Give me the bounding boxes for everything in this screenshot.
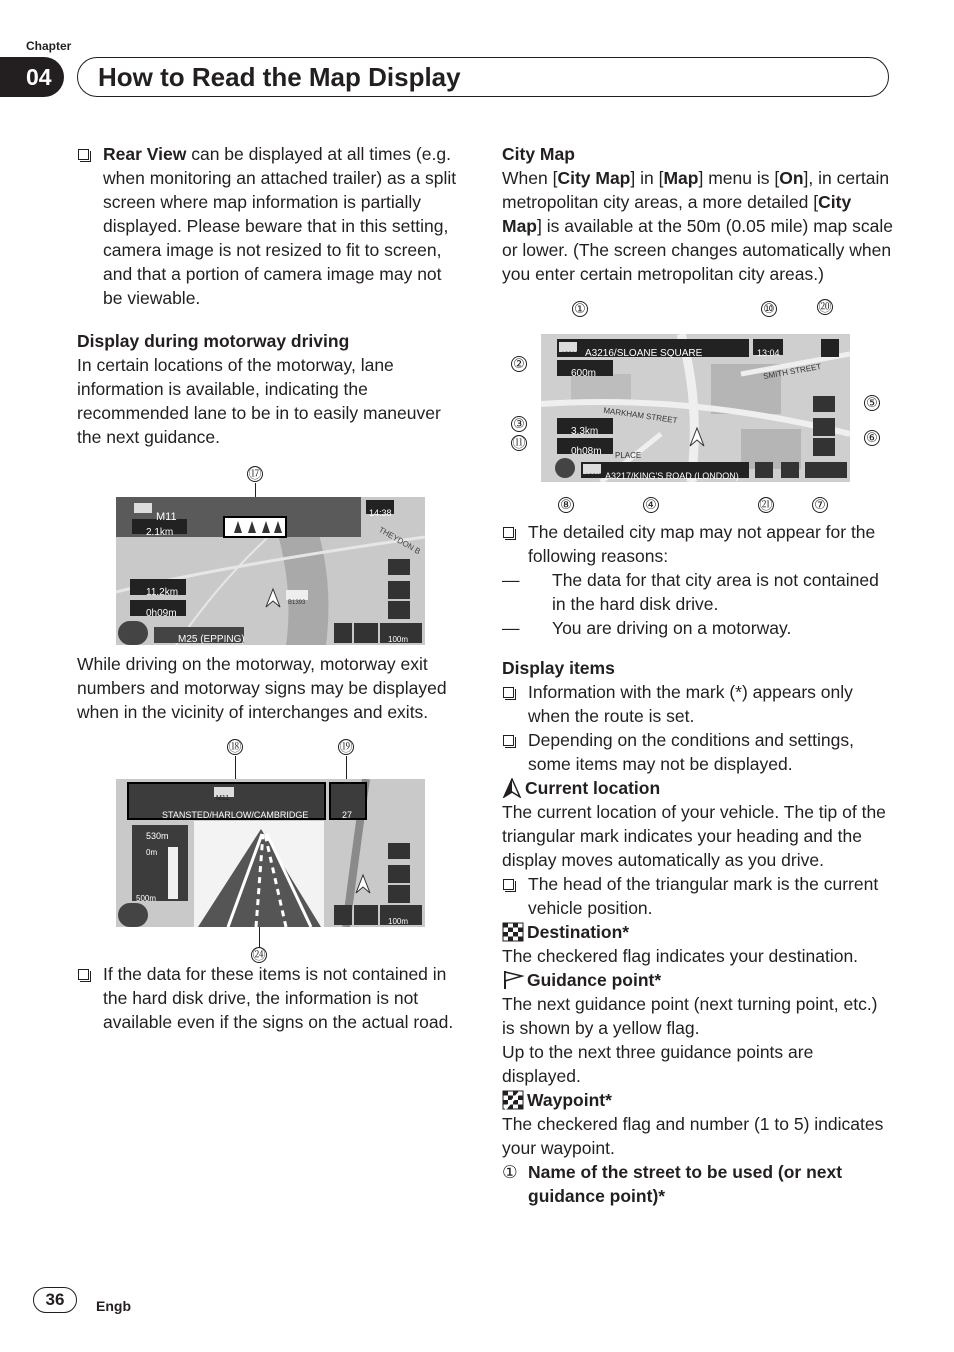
sign-bar-top: 0m — [146, 848, 158, 857]
display-items-note-1: Information with the mark (*) appears only when the route is set. — [502, 680, 894, 728]
city-map-screen — [541, 334, 850, 482]
waypoint-text: The checkered flag and number (1 to 5) indicates your waypoint. — [502, 1114, 884, 1158]
callout-19: ⑲ — [339, 739, 353, 754]
callout-6: ⑥ — [864, 430, 880, 446]
guidance-text-2: Up to the next three guidance points are displayed. — [502, 1042, 814, 1086]
city-street-top: A3216/SLOANE SQUARE — [585, 348, 703, 359]
checkbox-bullet-icon — [503, 735, 514, 746]
motorway-road-label: M11 — [156, 511, 177, 523]
callout-20: ⑳ — [818, 299, 832, 314]
callout-2: ② — [511, 356, 527, 372]
motorway-map-screen — [116, 497, 425, 645]
page-number: 36 — [33, 1287, 77, 1313]
motorway-heading: Display during motorway driving — [77, 331, 350, 351]
figure-motorway-sign — [77, 724, 463, 972]
city-map-heading: City Map — [502, 144, 575, 164]
motorway-eta: 0h09m — [146, 608, 177, 619]
motorway-time: 14:38 — [369, 508, 392, 518]
signs-note-text: If the data for these items is not contained in the hard disk drive, the information is not available even if the signs on the actual road. — [103, 964, 454, 1032]
figure-city-map — [502, 286, 894, 538]
figure-motorway-lane — [77, 449, 463, 659]
language-code: Engb — [96, 1298, 131, 1314]
callout-24: ㉔ — [252, 947, 266, 962]
callout-8: ⑧ — [558, 497, 574, 513]
motorway-street: M25 (EPPING) — [178, 634, 245, 645]
city-road-tag-bottom: A3217 — [585, 474, 603, 480]
motorway-total-dist: 11.2km — [146, 587, 179, 598]
city-total-dist: 3.3km — [571, 426, 599, 437]
destination-text: The checkered flag indicates your destination. — [502, 946, 859, 966]
checkbox-bullet-icon — [78, 149, 89, 160]
interchange-text: While driving on the motorway, motorway exit numbers and motorway signs may be displayed when in the vicinity of interchanges and exits. — [77, 654, 447, 722]
rear-view-text: can be displayed at all times (e.g. when monitoring an attached trailer) as a split screen where map information is partially displayed. Please beware that in this setting, camera image is not resized to fit to screen, and that a portion of camera image may not be viewable. — [103, 144, 457, 308]
motorway-label-b: B1393 — [288, 600, 306, 606]
motorway-dist: 2.1km — [146, 527, 174, 538]
page-title: How to Read the Map Display — [77, 57, 889, 97]
waypoint-flag-icon — [502, 1090, 524, 1110]
item-1 — [502, 1160, 894, 1208]
callout-17: ⑰ — [248, 466, 262, 481]
callout-11: ⑪ — [512, 435, 526, 450]
motorway-sign-screen — [116, 779, 425, 927]
callout-21: ㉑ — [759, 497, 773, 512]
right-column — [502, 142, 894, 1208]
city-dist: 600m — [571, 368, 597, 379]
item-1-text: Name of the street to be used (or next guidance point)* — [528, 1162, 843, 1206]
guidance-flag-icon — [502, 970, 524, 990]
vehicle-arrow-icon — [502, 778, 522, 798]
left-column — [77, 142, 463, 1034]
callout-7: ⑦ — [812, 497, 828, 513]
checkered-flag-icon — [502, 922, 524, 942]
rear-view-label: Rear View — [103, 144, 187, 164]
city-label-b: MARKHAM STREET — [602, 405, 679, 426]
callout-5: ⑤ — [864, 395, 880, 411]
motorway-scale: 100m — [388, 635, 409, 644]
guidance-point-heading: Guidance point* — [502, 968, 894, 992]
city-label-c: PLACE — [615, 451, 642, 460]
display-items-note-2: Depending on the conditions and settings, some items may not be displayed. — [502, 728, 894, 776]
sign-exit-number: 27 — [342, 810, 353, 820]
sign-scale: 100m — [388, 917, 409, 926]
destination-heading: Destination* — [502, 920, 894, 944]
current-location-heading: Current location — [502, 776, 894, 800]
checkbox-bullet-icon — [503, 879, 514, 890]
city-notes — [502, 520, 894, 568]
chapter-label: Chapter — [26, 39, 72, 53]
current-location-text: The current location of your vehicle. The tip of the triangular mark indicates your heading and the display moves automatically as you drive. — [502, 802, 886, 870]
city-street-bottom: A3217/KING'S ROAD (LONDON) — [605, 471, 739, 481]
item-1-number: ① — [502, 1162, 518, 1182]
motorway-place: THEYDON B — [377, 525, 423, 557]
motorway-text: In certain locations of the motorway, lane information is available, indicating the recommended lane to be in to easily maneuver the next guidance. — [77, 355, 441, 447]
callout-1: ① — [572, 301, 588, 317]
checkbox-bullet-icon — [503, 527, 514, 538]
callout-18: ⑱ — [228, 739, 242, 754]
city-road-tag-top: A3216 — [561, 352, 579, 358]
chapter-number: 04 — [0, 57, 64, 97]
checkbox-bullet-icon — [78, 969, 89, 980]
signs-note — [77, 962, 463, 1034]
callout-4: ④ — [643, 497, 659, 513]
sign-road-label: M11 — [216, 795, 230, 802]
sign-dist: 530m — [146, 831, 169, 841]
current-location-note: The head of the triangular mark is the current vehicle position. — [502, 872, 894, 920]
city-eta: 0h08m — [571, 446, 602, 457]
callout-10: ⑩ — [761, 301, 777, 317]
city-label-a: SMITH STREET — [762, 361, 822, 382]
city-time: 13:04 — [757, 348, 780, 358]
display-items-heading: Display items — [502, 658, 615, 678]
callout-3: ③ — [511, 416, 527, 432]
sign-destinations: STANSTED/HARLOW/CAMBRIDGE — [162, 810, 309, 820]
checkbox-bullet-icon — [503, 687, 514, 698]
city-reason-1: — The data for that city area is not contained in the hard disk drive. — [502, 570, 879, 614]
city-reason-2: — You are driving on a motorway. — [502, 618, 792, 638]
sign-bar-bottom: 500m — [136, 894, 157, 903]
guidance-text-1: The next guidance point (next turning point, etc.) is shown by a yellow flag. — [502, 994, 878, 1038]
waypoint-heading: Waypoint* — [502, 1088, 894, 1112]
city-notes-intro: The detailed city map may not appear for the following reasons: — [528, 522, 876, 566]
rear-view-note — [77, 142, 463, 310]
city-map-text: When [City Map] in [Map] menu is [On], in certain metropolitan city areas, a more detailed [City Map] is available at the 50m (0.05 mile) map scale or lower. (The screen changes automatically when you enter certain metropolitan city areas.) — [502, 168, 893, 284]
